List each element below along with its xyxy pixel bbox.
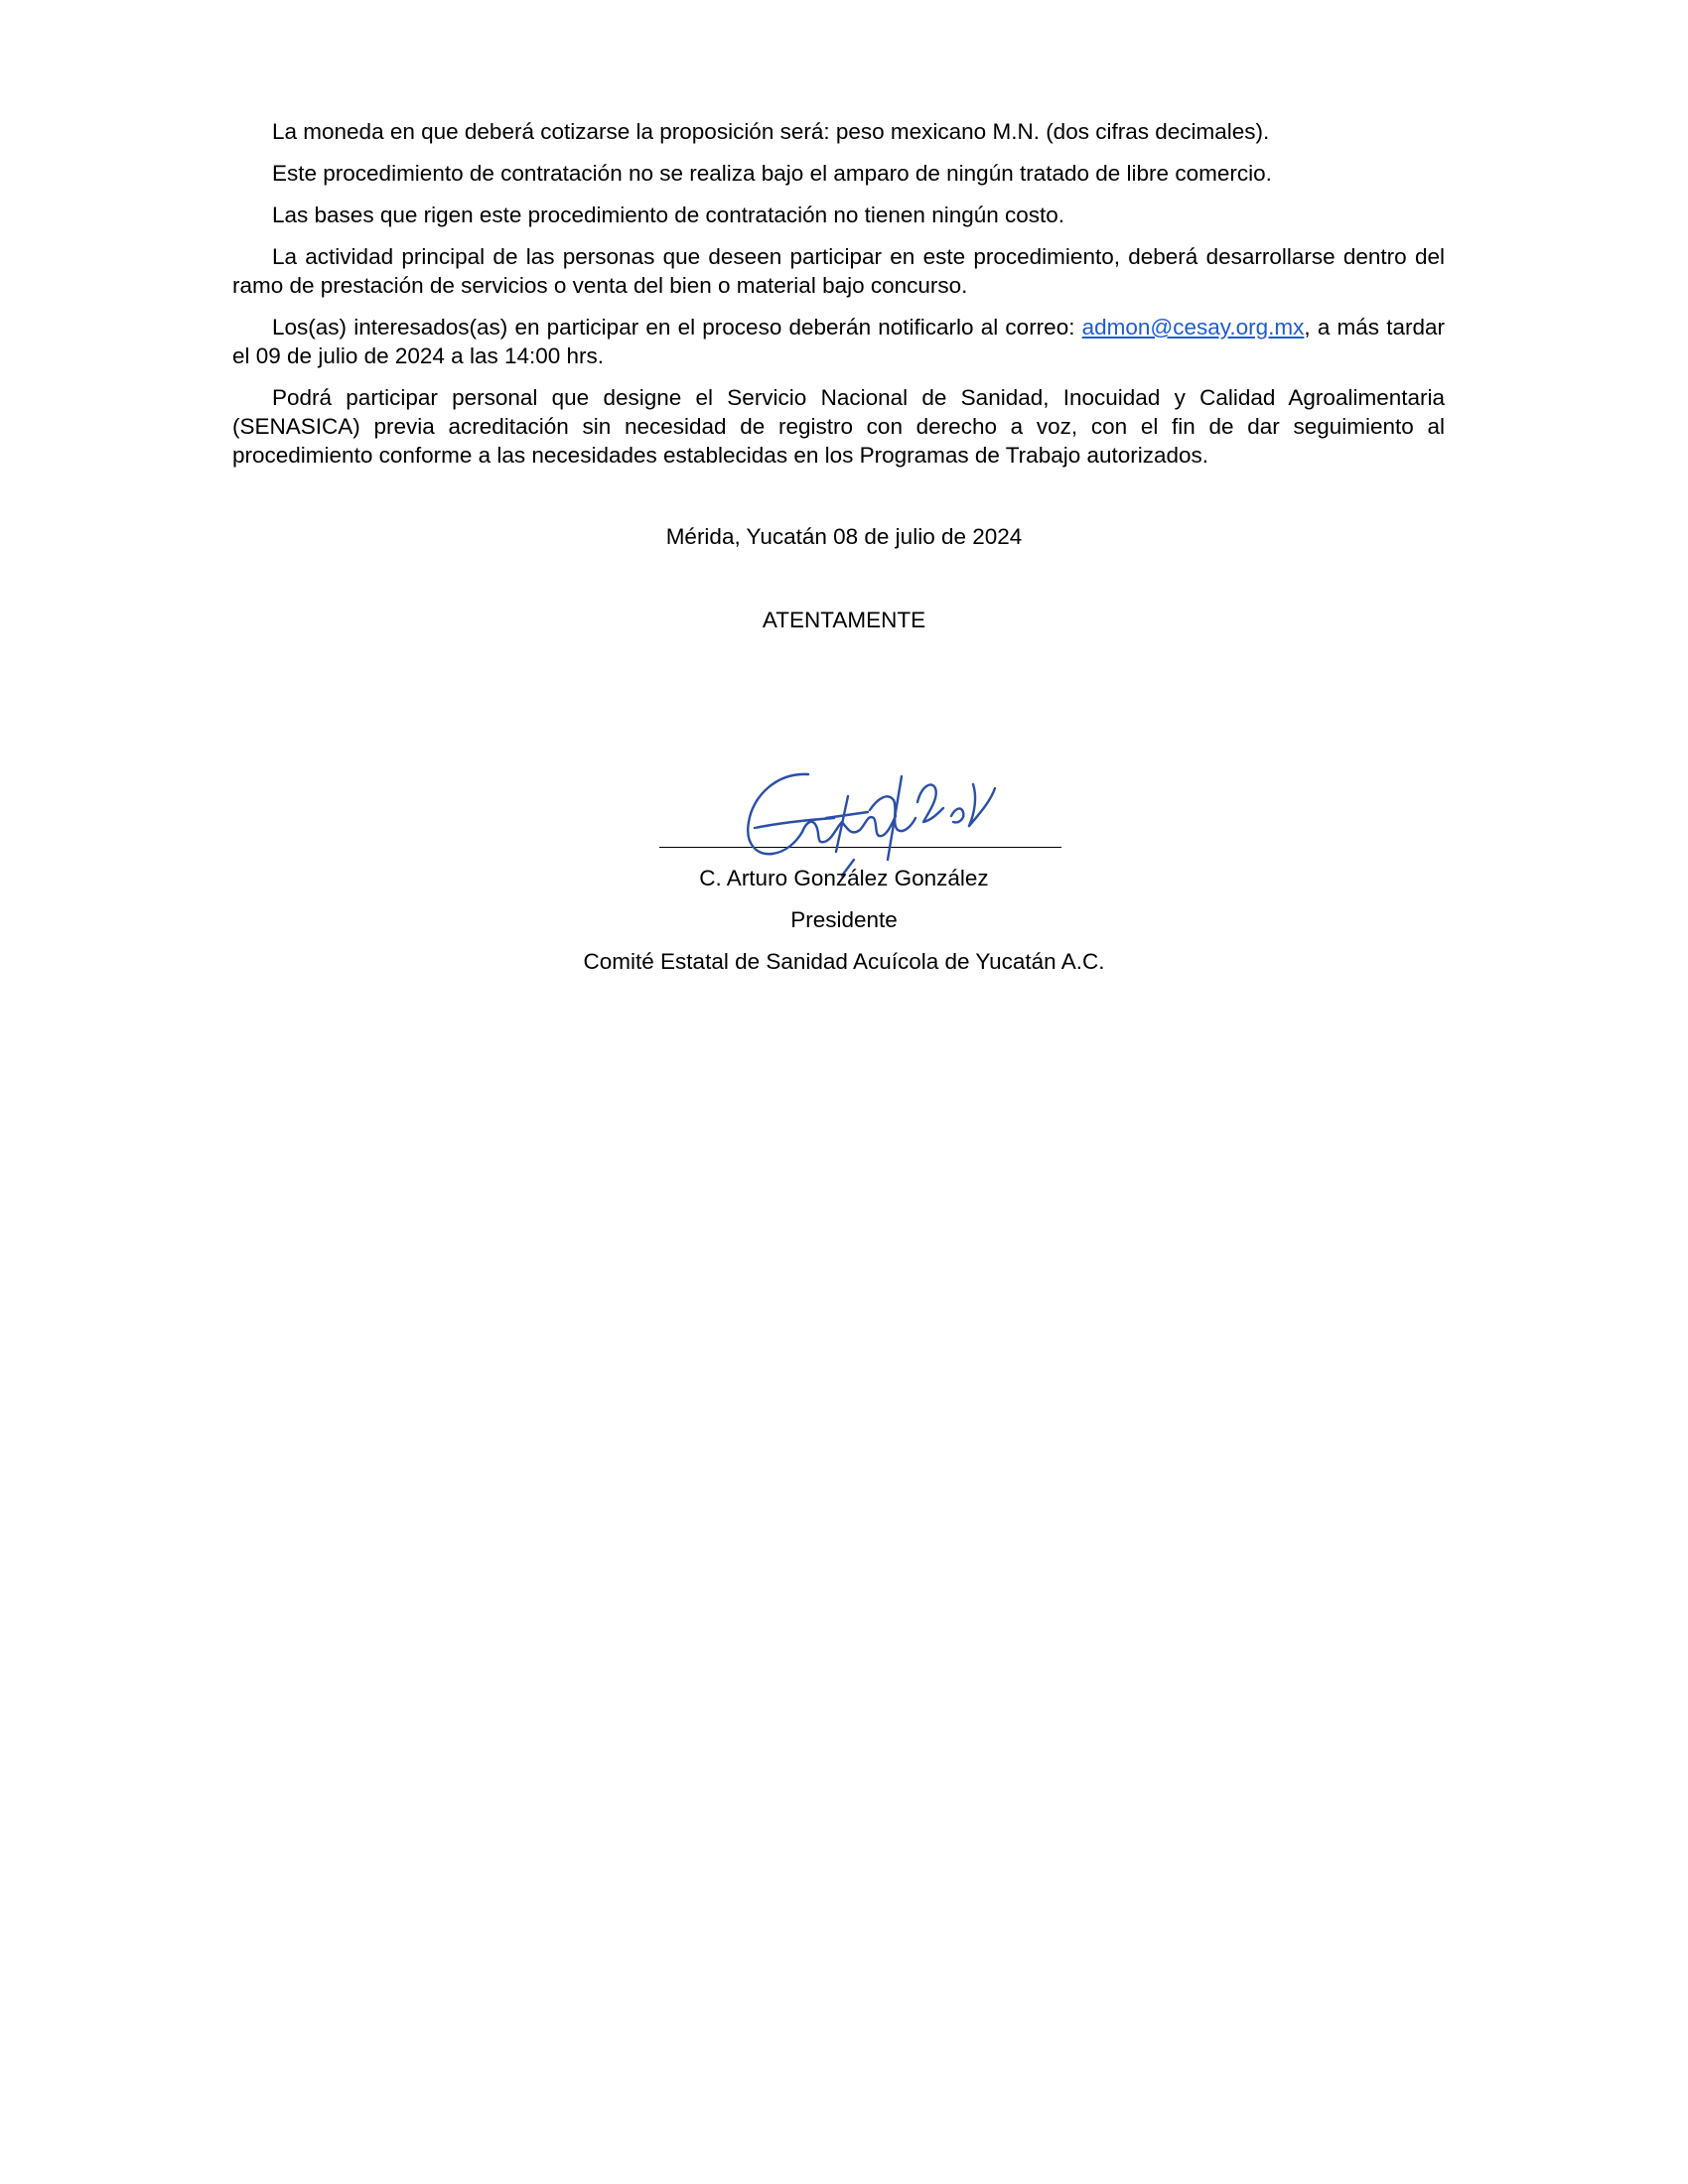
place-date: Mérida, Yucatán 08 de julio de 2024 — [665, 524, 1023, 549]
paragraph-senasica: Podrá participar personal que designe el Servicio Nacional de Sanidad, Inocuidad y Calidad Agroalimentaria (SENASICA) previa acreditación sin necesidad de registro con derecho a voz, con el fin de dar seguimiento al procedimiento conforme a las necesidades establecidas en los Programas de Trabajo autorizados. — [232, 385, 1445, 468]
notification-text-before: Los(as) interesados(as) en participar en el proceso deberán notificarlo al correo: — [272, 315, 1082, 340]
paragraph-main-activity: La actividad principal de las personas que deseen participar en este procedimiento, deberá desarrollarse dentro del ramo de prestación de servicios o venta del bien o material bajo concurso. — [232, 244, 1445, 298]
handwritten-signature — [657, 756, 1064, 881]
signature-drawing — [657, 756, 1064, 881]
paragraph-notification — [232, 313, 1445, 370]
signer-organization: Comité Estatal de Sanidad Acuícola de Yucatán A.C. — [583, 949, 1105, 974]
paragraph-bases-cost: Las bases que rigen este procedimiento de contratación no tienen ningún costo. — [272, 203, 1065, 227]
email-link[interactable]: admon@cesay.org.mx — [1081, 315, 1305, 340]
body-text — [232, 117, 1445, 470]
paragraph-free-trade: Este procedimiento de contratación no se realiza bajo el amparo de ningún tratado de libre comercio. — [272, 161, 1272, 186]
notification-text-after: , a más tardar el 09 de julio de 2024 a las 14:00 hrs. — [232, 315, 1445, 368]
salutation: ATENTAMENTE — [762, 608, 926, 632]
signer-title: Presidente — [790, 907, 898, 932]
paragraph-currency: La moneda en que deberá cotizarse la proposición será: peso mexicano M.N. (dos cifras decimales). — [272, 119, 1270, 144]
signer-name: C. Arturo González González — [699, 866, 989, 890]
